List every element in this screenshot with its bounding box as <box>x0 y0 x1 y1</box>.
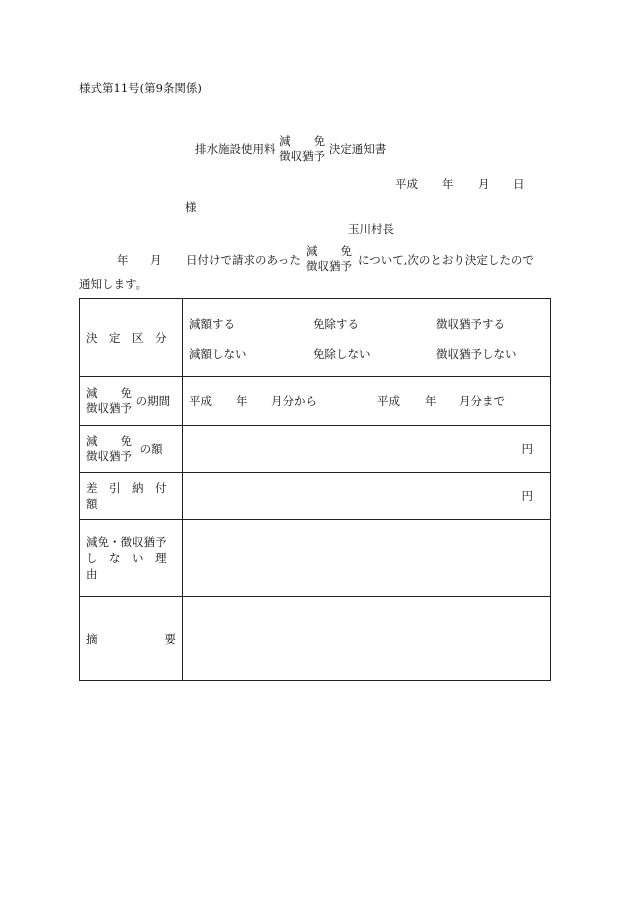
reason-label-line1: 減免・徴収猶予 <box>86 535 167 549</box>
period-value-cell <box>183 377 551 426</box>
row-decision <box>80 299 551 377</box>
reason-label-line2: し な い 理 由 <box>86 551 178 581</box>
period-label-stack <box>86 386 132 416</box>
amount-label-top: 減 免 <box>86 434 132 448</box>
form-number: 様式第11号(第9条関係) <box>79 81 202 95</box>
period-label-bottom: 徴収猶予 <box>86 401 132 415</box>
decision-label: 決 定 区 分 <box>86 330 167 345</box>
date-month-unit: 月 <box>478 177 490 191</box>
period-label-cell <box>80 377 183 426</box>
body-text-1: 日付けで請求のあった <box>186 253 301 267</box>
net-payment-unit: 円 <box>521 489 533 503</box>
body-text-3: 通知します。 <box>79 277 148 291</box>
period-year-unit-2: 年 <box>425 394 437 408</box>
body-stack-top: 減 免 <box>306 244 352 258</box>
title-stack-top: 減 免 <box>279 134 326 148</box>
title-stack <box>279 134 325 164</box>
row-summary <box>80 597 551 681</box>
title-prefix: 排水施設使用料 <box>195 142 276 156</box>
summary-value-cell[interactable] <box>183 597 551 681</box>
document-title <box>195 134 386 164</box>
addressee-honorific: 様 <box>185 200 197 214</box>
title-suffix: 決定通知書 <box>328 142 387 156</box>
net-payment-label-cell <box>80 473 183 520</box>
row-net-payment <box>80 473 551 520</box>
amount-label-stack <box>86 434 132 464</box>
amount-label-cell <box>80 426 183 473</box>
option-no-reduce[interactable]: 減額しない <box>189 347 247 361</box>
option-exempt[interactable]: 免除する <box>313 317 359 331</box>
period-from-text: 月分から <box>271 394 317 408</box>
row-period <box>80 377 551 426</box>
option-no-defer[interactable]: 徴収猶予しない <box>436 347 517 361</box>
body-year-unit: 年 <box>117 253 129 267</box>
period-label-suffix: の期間 <box>135 394 171 408</box>
amount-unit: 円 <box>521 442 533 456</box>
net-payment-value-cell[interactable] <box>183 473 551 520</box>
body-text-2: について,次のとおり決定したので <box>358 253 534 267</box>
net-payment-label: 差 引 納 付 額 <box>86 481 178 511</box>
period-label-top: 減 免 <box>86 386 132 400</box>
amount-label-bottom: 徴収猶予 <box>86 449 132 463</box>
amount-value-cell[interactable] <box>183 426 551 473</box>
date-era: 平成 <box>395 177 418 191</box>
period-to-text: 月分まで <box>459 394 505 408</box>
summary-label-left: 摘 <box>86 631 98 646</box>
decision-options-cell <box>183 299 551 377</box>
option-defer[interactable]: 徴収猶予する <box>436 317 505 331</box>
amount-label-suffix: の額 <box>139 442 163 456</box>
option-no-exempt[interactable]: 免除しない <box>313 347 371 361</box>
body-month-unit: 月 <box>150 253 162 267</box>
period-era-1: 平成 <box>189 394 212 408</box>
body-stack <box>306 244 352 274</box>
row-reason <box>80 520 551 597</box>
summary-label-right: 要 <box>164 631 176 646</box>
date-day-unit: 日 <box>513 177 525 191</box>
reason-value-cell[interactable] <box>183 520 551 597</box>
row-amount <box>80 426 551 473</box>
decision-table <box>79 298 551 681</box>
period-year-unit-1: 年 <box>236 394 248 408</box>
body-stack-bottom: 徴収猶予 <box>306 259 352 273</box>
reason-label-cell <box>80 520 183 597</box>
issuer-name: 玉川村長 <box>348 222 394 236</box>
title-stack-bottom: 徴収猶予 <box>279 149 326 163</box>
decision-label-cell <box>80 299 183 377</box>
date-year-unit: 年 <box>442 177 454 191</box>
period-era-2: 平成 <box>377 394 400 408</box>
summary-label-cell <box>80 597 183 681</box>
option-reduce[interactable]: 減額する <box>189 317 235 331</box>
